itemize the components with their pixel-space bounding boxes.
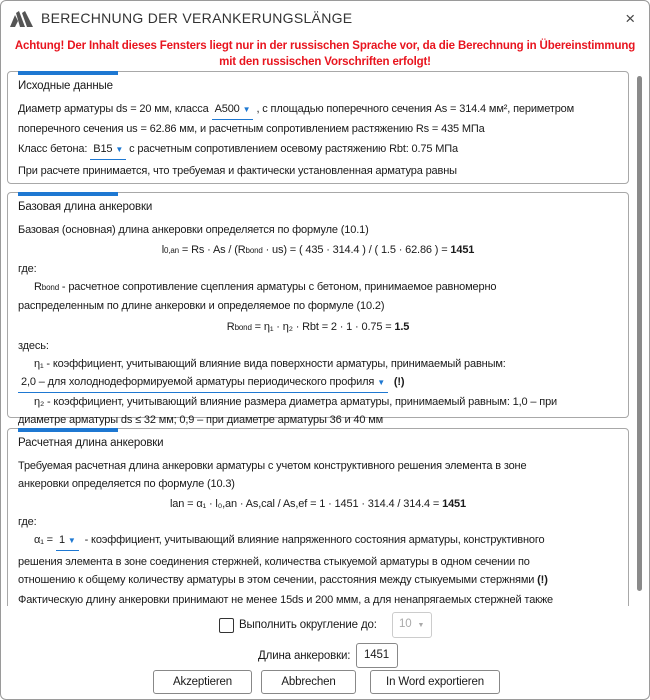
window-title: BERECHNUNG DER VERANKERUNGSLÄNGE bbox=[41, 10, 353, 26]
length-label: Длина анкеровки: bbox=[258, 650, 351, 662]
where-label: где: bbox=[18, 263, 37, 275]
formula-10-2: Rbond = η₁ · η₂ · Rbt = 2 · 1 · 0.75 = 1.5 bbox=[226, 321, 410, 333]
rbond-text: Rbond - расчетное сопротивление сцепления арматуры с бетоном, принимаемое равномерно bbox=[34, 281, 497, 293]
rbond-text: распределенным по длине анкеровки и определяемое по формуле (10.2) bbox=[18, 300, 385, 312]
warning-line: mit den russischen Vorschriften erfolgt! bbox=[219, 56, 431, 68]
concrete-text: Класс бетона: B15 ▼ с расчетным сопротивлением осевому растяжению Rbt: 0.75 МПа bbox=[18, 140, 618, 160]
rounding-dropdown[interactable]: 10 ▼ bbox=[392, 612, 432, 638]
actual-length-text: Фактическую длину анкеровки принимают не менее 15ds и 200 ммм, а для ненапрягаемых стержней также bbox=[18, 594, 553, 606]
formula-intro: анкеровки определяется по формуле (10.3) bbox=[18, 478, 235, 490]
app-logo-icon bbox=[10, 11, 34, 27]
panel-accent bbox=[18, 192, 118, 196]
dropdown-arrow-icon: ▼ bbox=[242, 105, 251, 114]
design-length-panel bbox=[7, 428, 629, 606]
panel-title: Расчетная длина анкеровки bbox=[18, 437, 164, 449]
dropdown-arrow-icon: ▼ bbox=[417, 622, 425, 629]
assumption-text: При расчете принимается, что требуемая и фактически установленная арматура равны bbox=[18, 165, 457, 177]
formula-intro: Требуемая расчетная длина анкеровки арматуры с учетом конструктивного решения элемента в зоне bbox=[18, 460, 527, 472]
length-field[interactable]: 1451 bbox=[356, 643, 398, 668]
here-label: здесь: bbox=[18, 340, 49, 352]
formula-10-1: l0,an = Rs · As / (Rbond · us) = ( 435 · 314.4 ) / ( 1.5 · 62.86 ) = 1451 bbox=[161, 244, 475, 256]
alpha-row: α₁ = 1 ▼ - коэффициент, учитывающий влияние напряженного состояния арматуры, конструктивного bbox=[18, 531, 618, 551]
rounding-label: Выполнить округление до: bbox=[239, 619, 377, 631]
scrollbar[interactable] bbox=[637, 76, 642, 591]
rounding-checkbox[interactable] bbox=[219, 618, 234, 633]
eta2-text: диаметре арматуры ds ≤ 32 мм; 0,9 – при диаметре арматуры 36 и 40 мм bbox=[18, 414, 384, 426]
panel-accent bbox=[18, 428, 118, 432]
dropdown-arrow-icon: ▼ bbox=[67, 536, 76, 545]
alpha-dropdown[interactable]: 1 ▼ bbox=[56, 531, 79, 551]
panel-accent bbox=[18, 71, 118, 75]
accept-button[interactable]: Akzeptieren bbox=[153, 670, 252, 694]
base-length-panel bbox=[7, 192, 629, 426]
content-scroll-area[interactable] bbox=[7, 71, 629, 606]
export-word-button[interactable]: In Word exportieren bbox=[370, 670, 500, 694]
steel-class-dropdown[interactable]: A500 ▼ bbox=[212, 100, 254, 120]
eta1-text: η₁ - коэффициент, учитывающий влияние вида поверхности арматуры, принимаемый равным: bbox=[34, 358, 506, 370]
formula-intro: Базовая (основная) длина анкеровки определяется по формуле (10.1) bbox=[18, 224, 369, 236]
language-warning bbox=[1, 38, 649, 70]
alpha-text: отношению к общему количеству арматуры в этом сечении, расстояния между стыкуемыми стержнями (!) bbox=[18, 574, 548, 586]
panel-title: Базовая длина анкеровки bbox=[18, 201, 153, 213]
eta2-text: η₂ - коэффициент, учитывающий влияние размера диаметра арматуры, принимаемый равным: 1,0 – при bbox=[34, 396, 558, 408]
title-bar bbox=[1, 1, 649, 37]
close-icon[interactable]: × bbox=[625, 9, 635, 28]
cancel-button[interactable]: Abbrechen bbox=[261, 670, 356, 694]
concrete-class-dropdown[interactable]: B15 ▼ bbox=[90, 140, 126, 160]
dropdown-arrow-icon: ▼ bbox=[377, 378, 385, 387]
where-label: где: bbox=[18, 516, 37, 528]
eta1-row bbox=[18, 373, 618, 393]
dropdown-arrow-icon: ▼ bbox=[115, 145, 124, 154]
warning-line: Achtung! Der Inhalt dieses Fensters liegt nur in der russischen Sprache vor, da die Berechnung in Übereinstimmung bbox=[14, 40, 636, 52]
panel-title: Исходные данные bbox=[18, 80, 113, 92]
note-marker: (!) bbox=[393, 376, 405, 388]
rebar-text: Диаметр арматуры ds = 20 мм, класса A500 ▼ , с площадью поперечного сечения As = 314.4 мм², периметром bbox=[18, 100, 618, 120]
rebar-text: поперечного сечения us = 62.86 мм, и расчетным сопротивлением растяжению Rs = 435 МПа bbox=[18, 123, 485, 135]
input-data-panel bbox=[7, 71, 629, 184]
eta1-dropdown[interactable]: 2,0 – для холоднодеформируемой арматуры периодического профиля ▼ bbox=[18, 373, 388, 393]
alpha-text: решения элемента в зоне соединения стержней, количества стыкуемой арматуры в одном сечении по bbox=[18, 556, 530, 568]
formula-10-3: lan = α₁ · l₀,an · As,cal / As,ef = 1 · 1451 · 314.4 / 314.4 = 1451 bbox=[170, 498, 466, 510]
